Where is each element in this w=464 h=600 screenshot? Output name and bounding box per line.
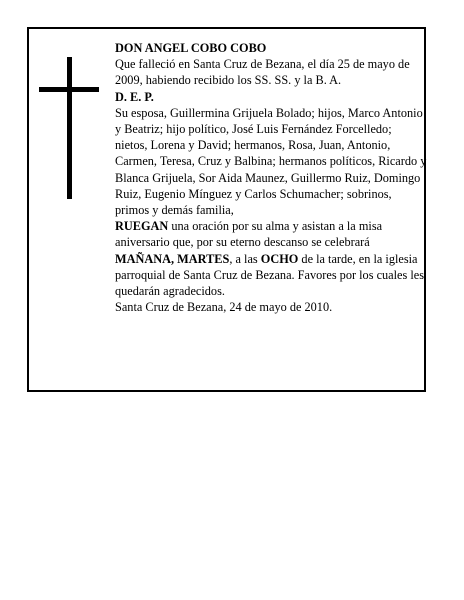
family-list: Su esposa, Guillermina Grijuela Bolado; hijos, Marco Antonio y Beatriz; hijo político, José Luis Fernández Forcelledo; nietos, Lorena y David; hermanos, Rosa, Juan, Antonio, Carmen, Teresa, Cruz y Balbina; hermanos políticos, Ricardo y Blanca Grijuela, Sor Aida Maunez, Guillermo Ruiz, Domingo Ruiz, Eugenio Mínguez y Carlos Schumacher; sobrinos, primos y demás familia, xyxy=(115,105,427,218)
obituary-notice xyxy=(27,27,426,392)
deceased-name: DON ANGEL COBO COBO xyxy=(115,41,267,55)
cross-vertical-bar xyxy=(67,57,72,199)
mass-request xyxy=(115,218,427,299)
mass-day: MAÑANA, MARTES xyxy=(115,251,230,266)
mass-hour: OCHO xyxy=(260,251,299,266)
cross-horizontal-bar xyxy=(39,87,99,92)
notice-text xyxy=(115,40,427,315)
cross-icon xyxy=(39,57,99,199)
rip-abbreviation: D. E. P. xyxy=(115,89,154,104)
place-and-date: Santa Cruz de Bezana, 24 de mayo de 2010. xyxy=(115,300,333,315)
request-text-2: , a las xyxy=(229,251,261,266)
request-text-3: de la tarde, en la iglesia parroquial de Santa Cruz de Bezana. Favores por los cuales les quedarán agradecidos. xyxy=(115,251,425,299)
death-info: Que falleció en Santa Cruz de Bezana, el día 25 de mayo de 2009, habiendo recibido los SS. SS. y la B. A. xyxy=(115,57,410,88)
request-text-1: una oración por su alma y asistan a la misa aniversario que, por su eterno descanso se celebrará xyxy=(115,219,383,250)
ruegan-label: RUEGAN xyxy=(115,219,169,234)
